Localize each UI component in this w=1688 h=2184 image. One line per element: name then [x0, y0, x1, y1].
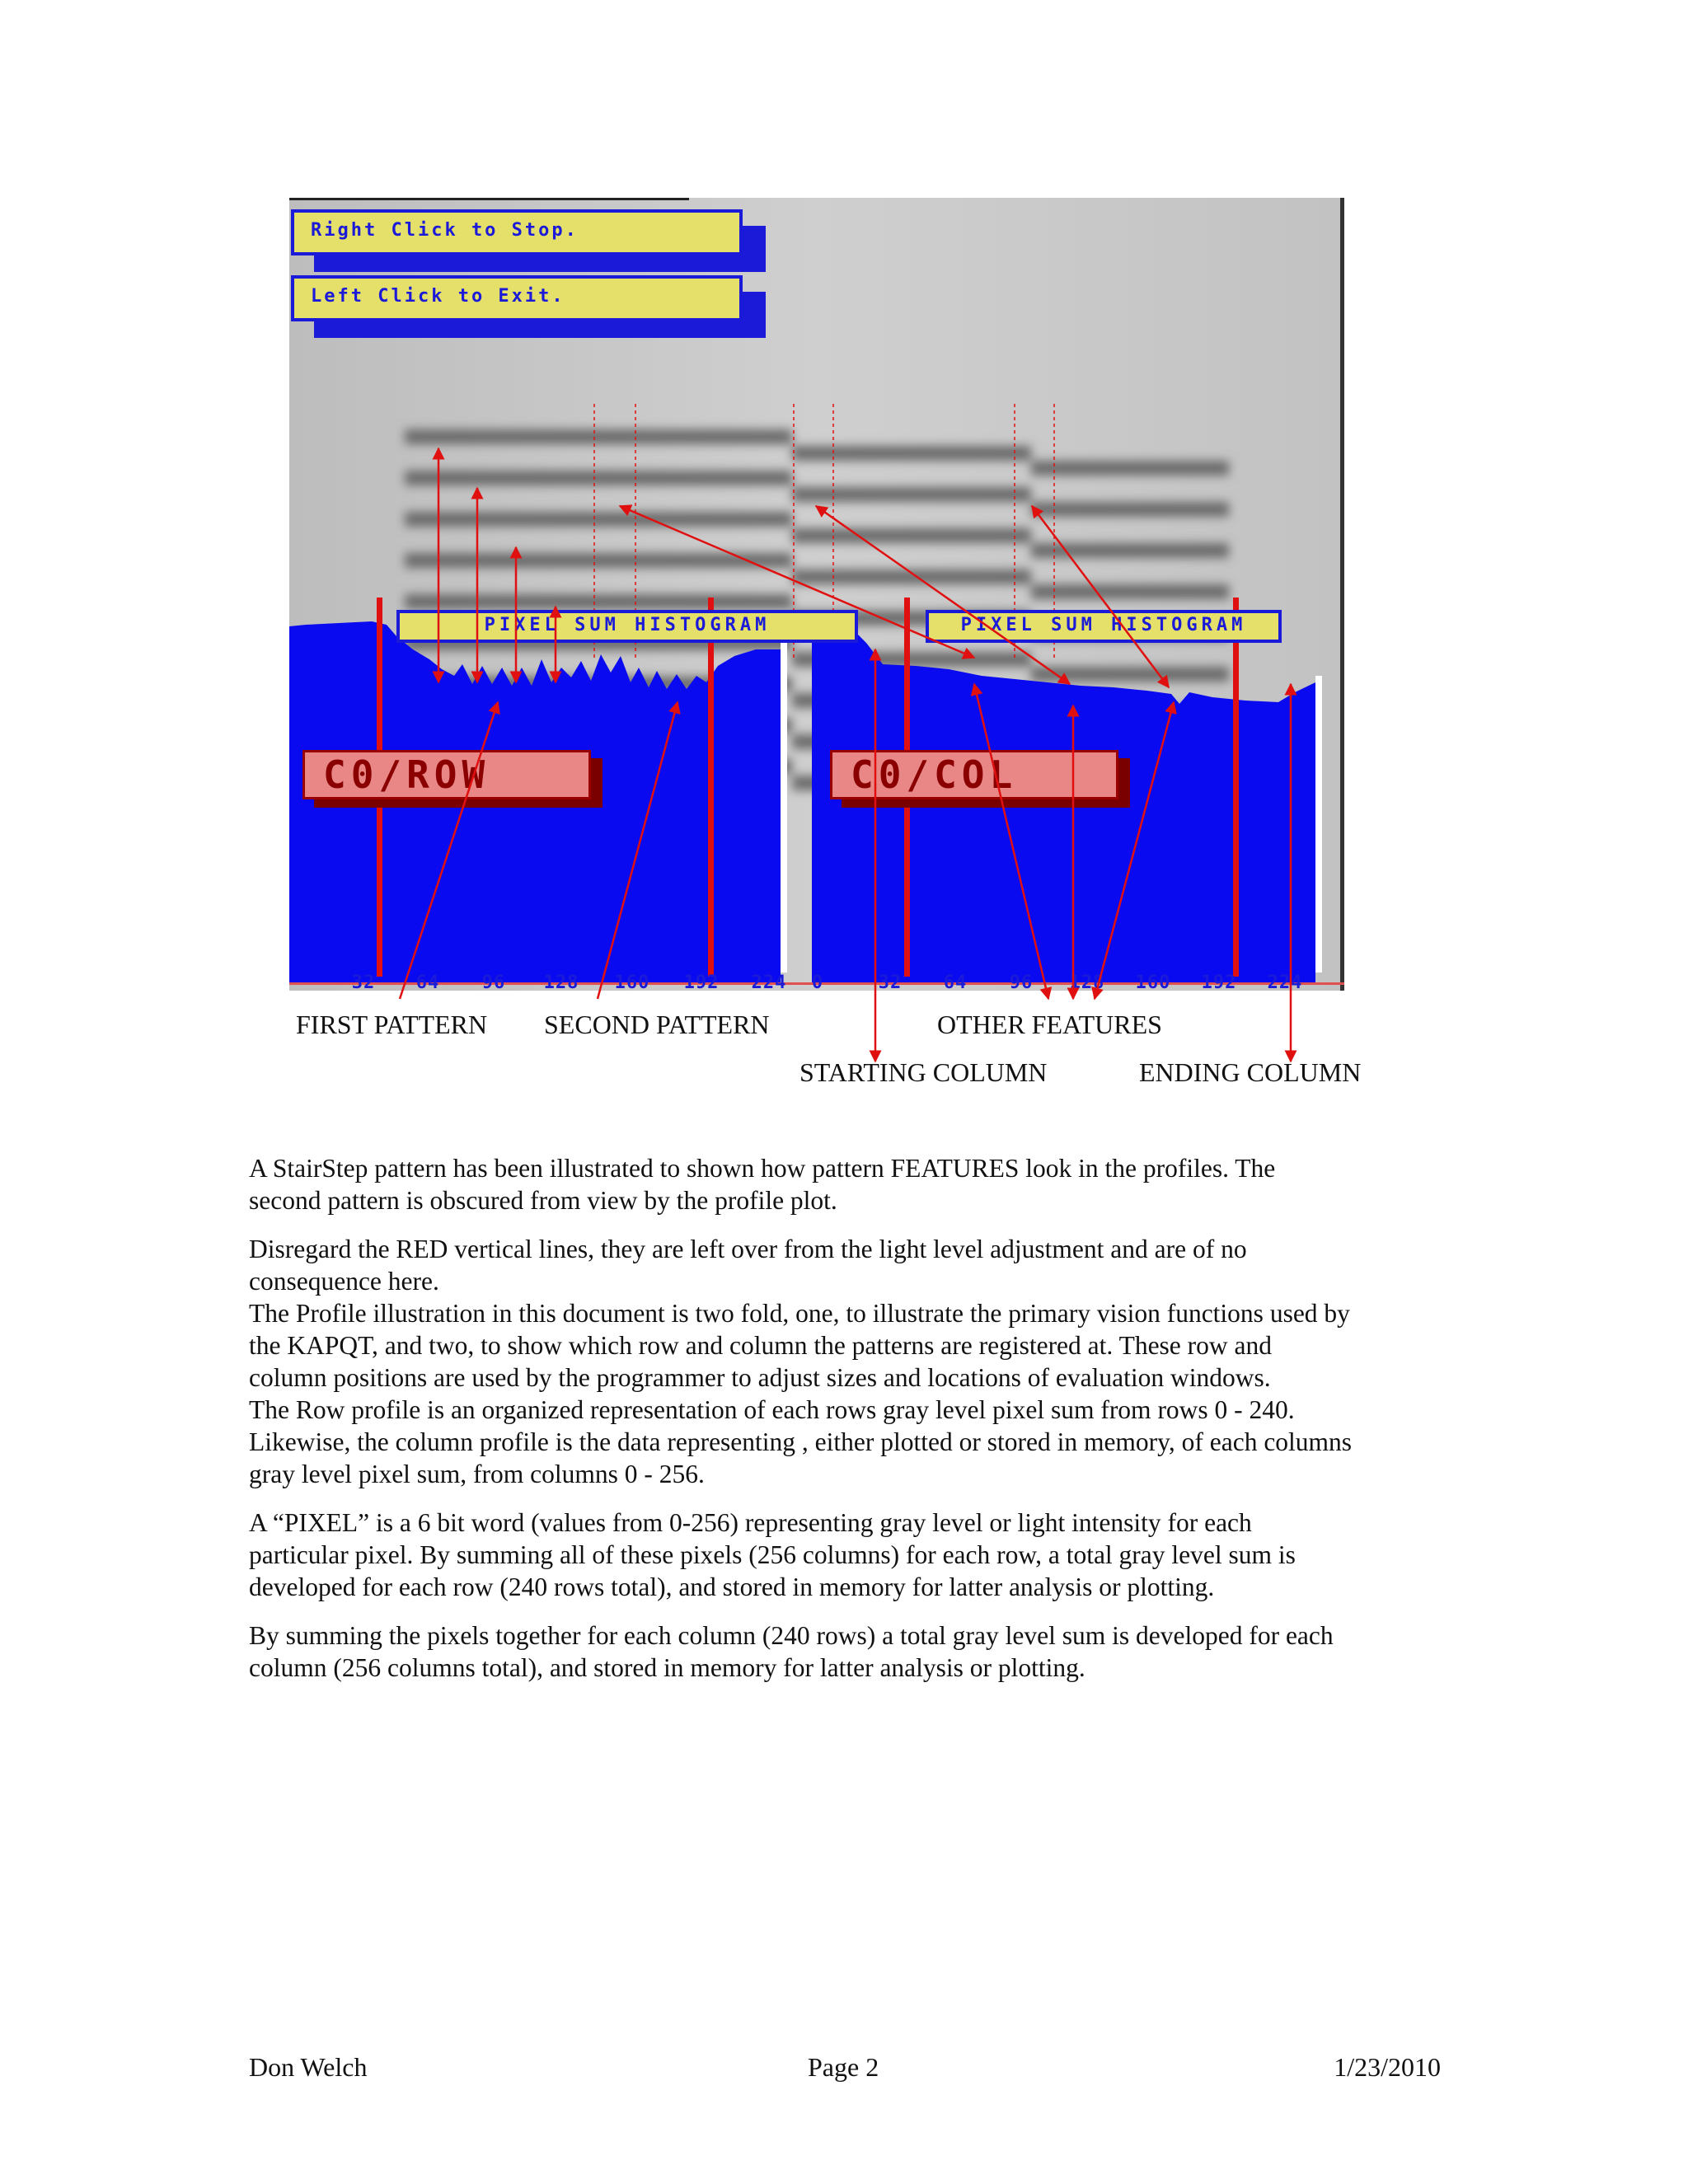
text-line: A “PIXEL” is a 6 bit word (values from 0-256) representing gray level or light intensity for each	[249, 1508, 1252, 1537]
paragraph-3	[249, 1507, 1442, 1603]
axis-tick-label: 128	[543, 972, 579, 991]
axis-tick-label: 160	[614, 972, 650, 991]
axis-tick-label: 32	[351, 972, 376, 991]
col-profile-label: C0/COL	[830, 750, 1118, 799]
text-line: second pattern is obscured from view by the profile plot.	[249, 1186, 837, 1215]
axis-tick-label: 128	[1069, 972, 1105, 991]
axis-tick-label: 32	[878, 972, 903, 991]
footer-page-number: Page 2	[808, 2052, 879, 2082]
axis-tick-label: 64	[415, 972, 440, 991]
axis-tick-label: 96	[481, 972, 506, 991]
axis-tick-label: 192	[683, 972, 720, 991]
vision-screenshot	[289, 198, 1344, 991]
text-line: By summing the pixels together for each column (240 rows) a total gray level sum is developed for each	[249, 1621, 1334, 1650]
paragraph-2	[249, 1233, 1442, 1490]
text-line: column (256 columns total), and stored in memory for latter analysis or plotting.	[249, 1653, 1085, 1682]
text-line: consequence here.	[249, 1267, 439, 1296]
row-plot-end-bar	[781, 643, 787, 972]
footer-author: Don Welch	[249, 2052, 368, 2082]
row-profile-label: C0/ROW	[302, 750, 591, 799]
axis-tick-label: 64	[943, 972, 968, 991]
text-line: gray level pixel sum, from columns 0 - 256.	[249, 1460, 705, 1488]
row-red-marker-right	[708, 598, 714, 977]
caption-second-pattern: SECOND PATTERN	[544, 1010, 770, 1039]
caption-other-features: OTHER FEATURES	[937, 1010, 1162, 1039]
left-click-message: Left Click to Exit.	[291, 275, 743, 321]
axis-tick-label: 0	[811, 972, 824, 991]
caption-starting-column: STARTING COLUMN	[799, 1057, 1048, 1087]
axis-tick-label: 224	[1267, 972, 1303, 991]
text-line: Likewise, the column profile is the data representing , either plotted or stored in memory, of each columns	[249, 1427, 1353, 1456]
body-text	[249, 1152, 1442, 1700]
col-plot-end-bar	[1315, 676, 1322, 972]
footer-date: 1/23/2010	[1334, 2052, 1441, 2082]
axis-tick-label: 192	[1201, 972, 1237, 991]
text-line: particular pixel. By summing all of these pixels (256 columns) for each row, a total gray level sum is	[249, 1540, 1296, 1569]
caption-first-pattern: FIRST PATTERN	[296, 1010, 488, 1039]
text-line: column positions are used by the programmer to adjust sizes and locations of evaluation windows.	[249, 1363, 1271, 1392]
text-line: A StairStep pattern has been illustrated to shown how pattern FEATURES look in the profiles. The	[249, 1154, 1276, 1183]
paragraph-1	[249, 1152, 1442, 1216]
paragraph-4	[249, 1619, 1442, 1684]
right-click-message: Right Click to Stop.	[291, 209, 743, 255]
text-line: The Row profile is an organized representation of each rows gray level pixel sum from rows 0 - 240.	[249, 1395, 1295, 1424]
text-line: The Profile illustration in this document is two fold, one, to illustrate the primary vision functions used by	[249, 1299, 1350, 1328]
figure-top-border	[289, 198, 689, 200]
col-histogram-label: PIXEL SUM HISTOGRAM	[926, 610, 1282, 643]
caption-ending-column: ENDING COLUMN	[1139, 1057, 1362, 1087]
text-line: Disregard the RED vertical lines, they are left over from the light level adjustment and are of no	[249, 1235, 1247, 1263]
text-line: the KAPQT, and two, to show which row and column the patterns are registered at. These row and	[249, 1331, 1273, 1360]
axis-tick-label: 224	[751, 972, 787, 991]
row-histogram-label: PIXEL SUM HISTOGRAM	[396, 610, 858, 643]
text-line: developed for each row (240 rows total), and stored in memory for latter analysis or plotting.	[249, 1572, 1215, 1601]
col-red-marker-right	[1233, 598, 1239, 977]
axis-tick-label: 96	[1009, 972, 1034, 991]
axis-tick-label: 160	[1135, 972, 1171, 991]
